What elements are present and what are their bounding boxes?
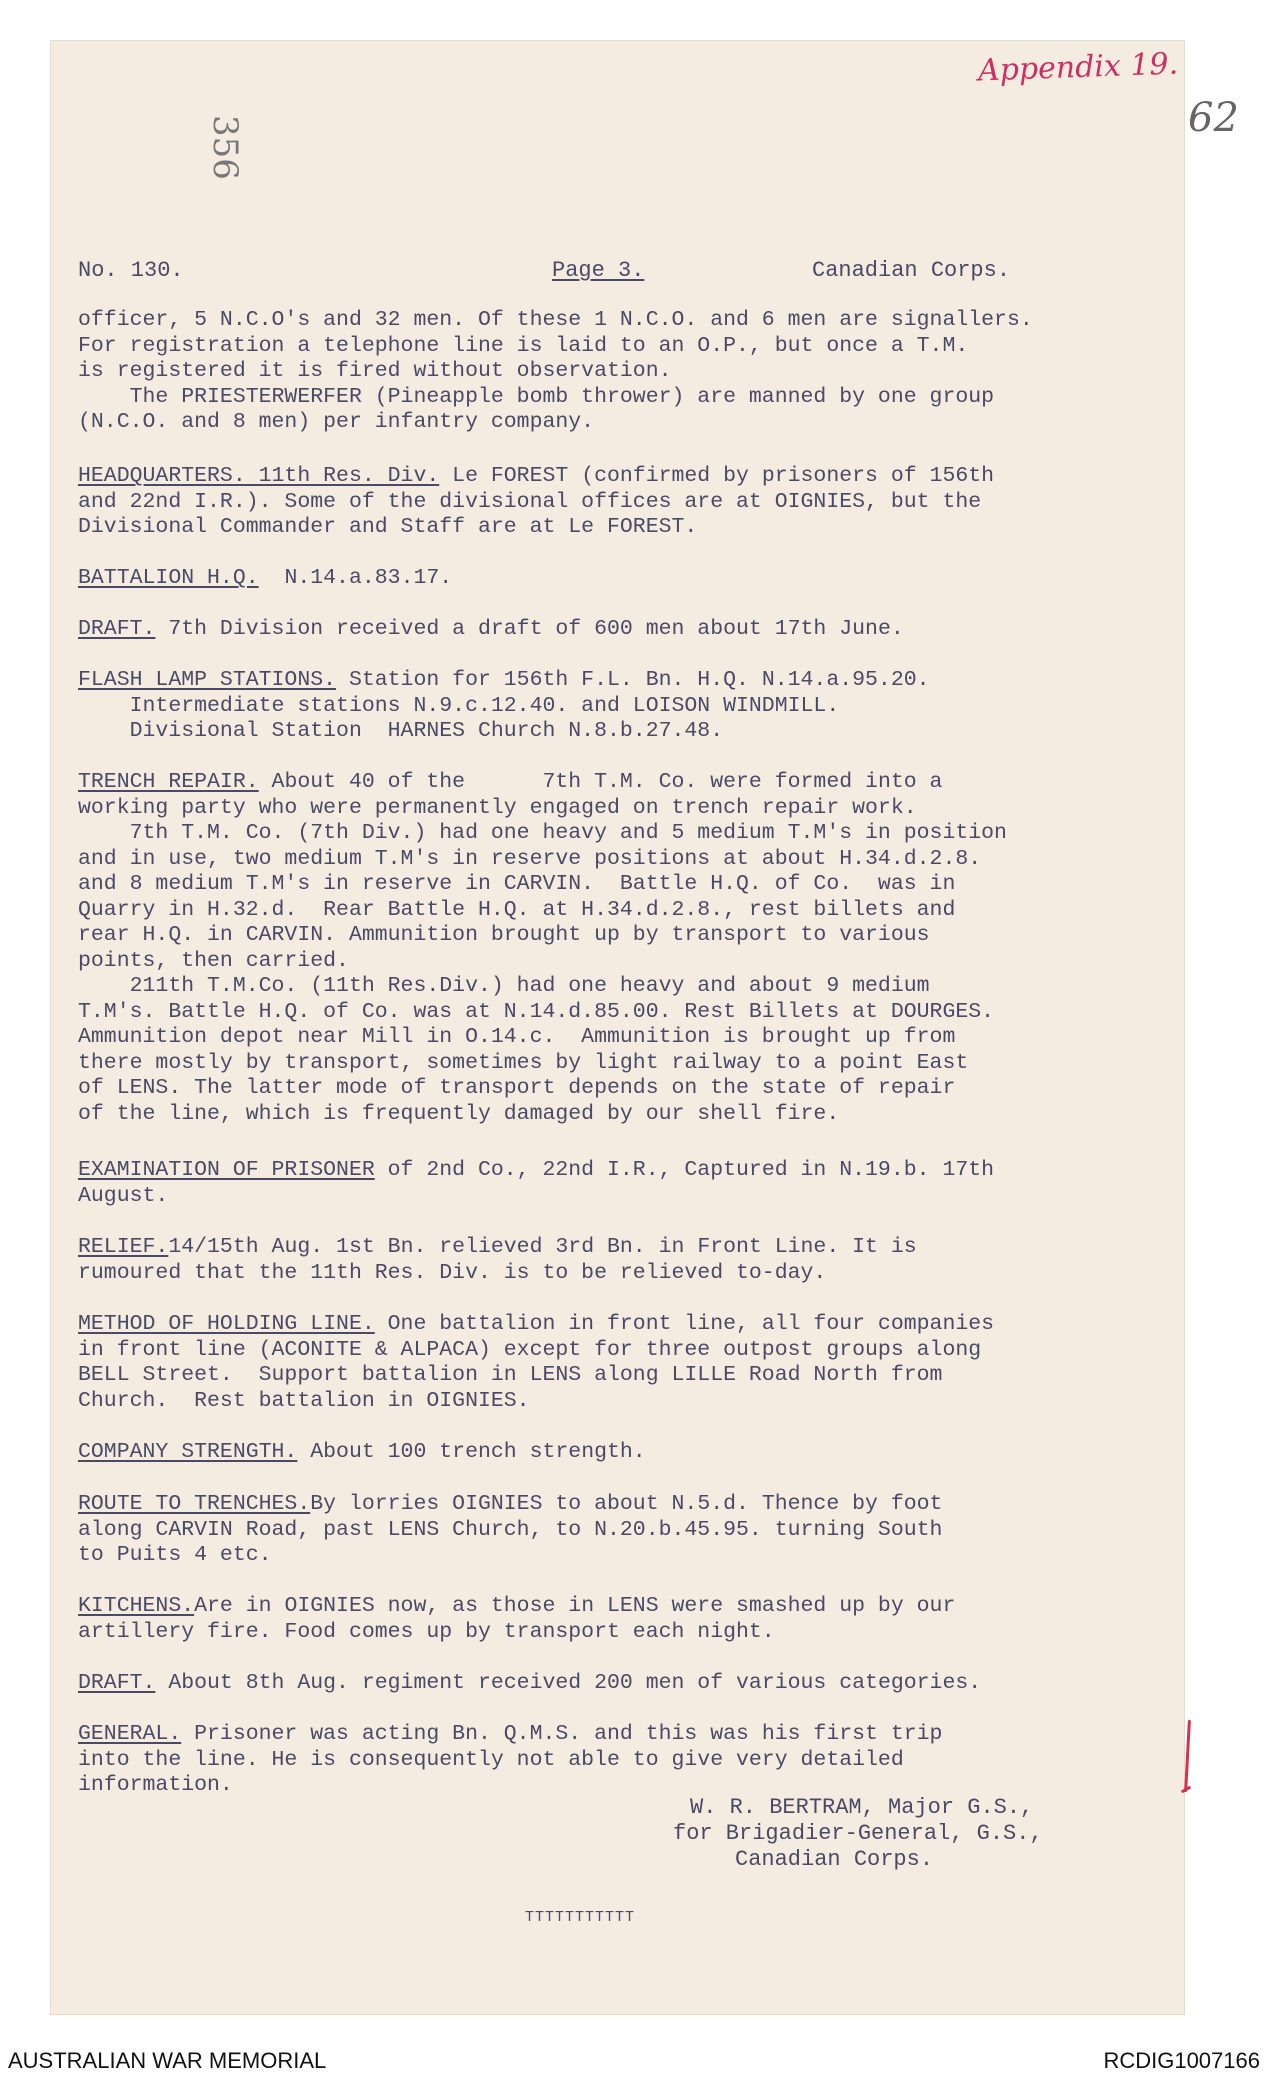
paragraph-heading: BATTALION H.Q. [78, 566, 259, 590]
paragraph-first-line-text: Are in OIGNIES now, as those in LENS were smashed up by our [194, 1594, 956, 1618]
text-line: rear H.Q. in CARVIN. Ammunition brought up by transport to various [78, 923, 930, 947]
text-line: Quarry in H.32.d. Rear Battle H.Q. at H.34.d.2.8., rest billets and [78, 897, 956, 922]
text-line: T.M's. Battle H.Q. of Co. was at N.14.d.85.00. Rest Billets at DOURGES. [78, 999, 995, 1024]
paragraph-first-line [78, 1492, 942, 1518]
paragraph [78, 1594, 955, 1645]
document-number: No. 130. [78, 258, 184, 283]
paragraph-first-line-text: 7th Division received a draft of 600 men about 17th June. [155, 617, 904, 641]
signature-name: W. R. BERTRAM, Major G.S., [690, 1795, 1034, 1820]
text-line: Divisional Commander and Staff are at Le FOREST. [78, 515, 698, 539]
paragraph-heading: EXAMINATION OF PRISONER [78, 1158, 375, 1182]
paragraph-first-line [78, 1671, 981, 1697]
paragraph-first-line-text: By lorries OIGNIES to about N.5.d. Thence by foot [310, 1492, 943, 1516]
text-line: of the line, which is frequently damaged by our shell fire. [78, 1101, 840, 1126]
text-line: working party who were permanently engaged on trench repair work. [78, 795, 917, 820]
paragraph-first-line [78, 1594, 955, 1620]
paragraph [78, 1722, 942, 1799]
paragraph [78, 1671, 981, 1697]
page-number: Page 3. [552, 258, 645, 283]
text-line: information. [78, 1773, 233, 1797]
text-line: Ammunition depot near Mill in O.14.c. Ammunition is brought up from [78, 1025, 956, 1049]
paragraph-first-line-text: About 8th Aug. regiment received 200 men of various categories. [155, 1671, 982, 1695]
paragraph-first-line-text: of 2nd Co., 22nd I.R., Captured in N.19.b. 17th [374, 1158, 995, 1182]
paragraph-heading: DRAFT. [78, 617, 156, 641]
paragraph-first-line-text: Station for 156th F.L. Bn. H.Q. N.14.a.95.20. [336, 668, 930, 692]
paragraph-heading: HEADQUARTERS. 11th Res. Div. [78, 464, 440, 488]
paragraph [78, 464, 994, 541]
paragraph-first-line [78, 1235, 917, 1261]
paragraph-heading: KITCHENS. [78, 1594, 195, 1618]
paragraph-first-line-text: Prisoner was acting Bn. Q.M.S. and this was his first trip [181, 1722, 943, 1746]
paragraph-first-line-text: One battalion in front line, all four companies [374, 1312, 995, 1336]
text-line: along CARVIN Road, past LENS Church, to N.20.b.45.95. turning South [78, 1517, 943, 1542]
paragraph-first-line-text: Le FOREST (confirmed by prisoners of 156th [439, 464, 995, 488]
paragraph [78, 1440, 646, 1466]
text-line: and in use, two medium T.M's in reserve positions at about H.34.d.2.8. [78, 846, 982, 871]
text-line: Divisional Station HARNES Church N.8.b.27.48. [78, 719, 724, 743]
text-line: BELL Street. Support battalion in LENS along LILLE Road North from [78, 1363, 943, 1387]
text-line: of LENS. The latter mode of transport depends on the state of repair [78, 1076, 956, 1100]
paragraph [78, 1235, 917, 1286]
paragraph-heading: METHOD OF HOLDING LINE. [78, 1312, 375, 1336]
paragraph [78, 617, 904, 643]
paragraph [78, 1492, 942, 1569]
handwritten-folio-number: 356 [205, 115, 245, 180]
text-line: and 8 medium T.M's in reserve in CARVIN. Battle H.Q. of Co. was in [78, 872, 956, 896]
paragraph-first-line [78, 1312, 994, 1338]
text-line: officer, 5 N.C.O's and 32 men. Of these 1 N.C.O. and 6 men are signallers. [78, 308, 1033, 332]
text-line: The PRIESTERWERFER (Pineapple bomb thrower) are manned by one group [78, 384, 995, 409]
paragraph-first-line [78, 1722, 942, 1748]
paragraph-heading: FLASH LAMP STATIONS. [78, 668, 337, 692]
text-line: (N.C.O. and 8 men) per infantry company. [78, 410, 595, 434]
paragraph-first-line-text: About 100 trench strength. [297, 1440, 646, 1464]
paragraph-first-line [78, 464, 994, 490]
paragraph-first-line [78, 1440, 646, 1466]
paragraph-first-line-text: About 40 of the 7th T.M. Co. were formed into a [258, 770, 943, 794]
text-line: in front line (ACONITE & ALPACA) except for three outpost groups along [78, 1337, 982, 1362]
text-line: rumoured that the 11th Res. Div. is to be relieved to-day. [78, 1260, 827, 1285]
paragraph-first-line [78, 566, 452, 592]
handwritten-appendix-note: Appendix 19. [977, 46, 1179, 89]
paragraph-first-line [78, 668, 930, 694]
paragraph-heading: RELIEF. [78, 1235, 169, 1259]
paragraph-first-line [78, 770, 1007, 796]
signature-corps: Canadian Corps. [735, 1847, 934, 1872]
text-line: For registration a telephone line is laid to an O.P., but once a T.M. [78, 333, 969, 358]
paragraph-first-line-text: N.14.a.83.17. [258, 566, 453, 590]
text-line: 7th T.M. Co. (7th Div.) had one heavy and 5 medium T.M's in position [78, 821, 1007, 845]
text-line: Intermediate stations N.9.c.12.40. and LOISON WINDMILL. [78, 693, 840, 718]
paragraph [78, 668, 930, 745]
paragraph [78, 770, 1007, 1127]
corps-name: Canadian Corps. [812, 258, 1011, 283]
paragraph [78, 308, 1033, 436]
archive-footer [0, 2038, 1278, 2082]
paragraph-heading: DRAFT. [78, 1671, 156, 1695]
text-line: is registered it is fired without observation. [78, 359, 672, 383]
text-line: 211th T.M.Co. (11th Res.Div.) had one heavy and about 9 medium [78, 974, 930, 998]
paragraph-first-line-text: 14/15th Aug. 1st Bn. relieved 3rd Bn. in Front Line. It is [168, 1235, 917, 1259]
paragraph-heading: GENERAL. [78, 1722, 182, 1746]
text-line: Church. Rest battalion in OIGNIES. [78, 1388, 530, 1413]
paragraph-heading: COMPANY STRENGTH. [78, 1440, 298, 1464]
handwritten-corner-number: 62 [1188, 95, 1239, 141]
paragraph [78, 1312, 994, 1414]
text-line: August. [78, 1183, 169, 1208]
text-line: and 22nd I.R.). Some of the divisional offices are at OIGNIES, but the [78, 489, 982, 514]
end-mark: TTTTTTTTTTT [525, 1909, 636, 1926]
paragraph [78, 1158, 994, 1209]
paragraph-heading: ROUTE TO TRENCHES. [78, 1492, 311, 1516]
footer-reference: RCDIG1007166 [1103, 2048, 1260, 2073]
paragraph-first-line [78, 617, 904, 643]
text-line: into the line. He is consequently not able to give very detailed [78, 1747, 904, 1772]
text-line: points, then carried. [78, 948, 349, 973]
text-line: there mostly by transport, sometimes by light railway to a point East [78, 1050, 969, 1075]
signature-role: for Brigadier-General, G.S., [673, 1821, 1043, 1846]
paragraph-heading: TRENCH REPAIR. [78, 770, 259, 794]
red-margin-mark [1184, 1720, 1191, 1792]
paragraph [78, 566, 452, 592]
paragraph-first-line [78, 1158, 994, 1184]
text-line: artillery fire. Food comes up by transport each night. [78, 1619, 775, 1644]
text-line: to Puits 4 etc. [78, 1543, 272, 1567]
footer-institution: AUSTRALIAN WAR MEMORIAL [8, 2048, 327, 2073]
